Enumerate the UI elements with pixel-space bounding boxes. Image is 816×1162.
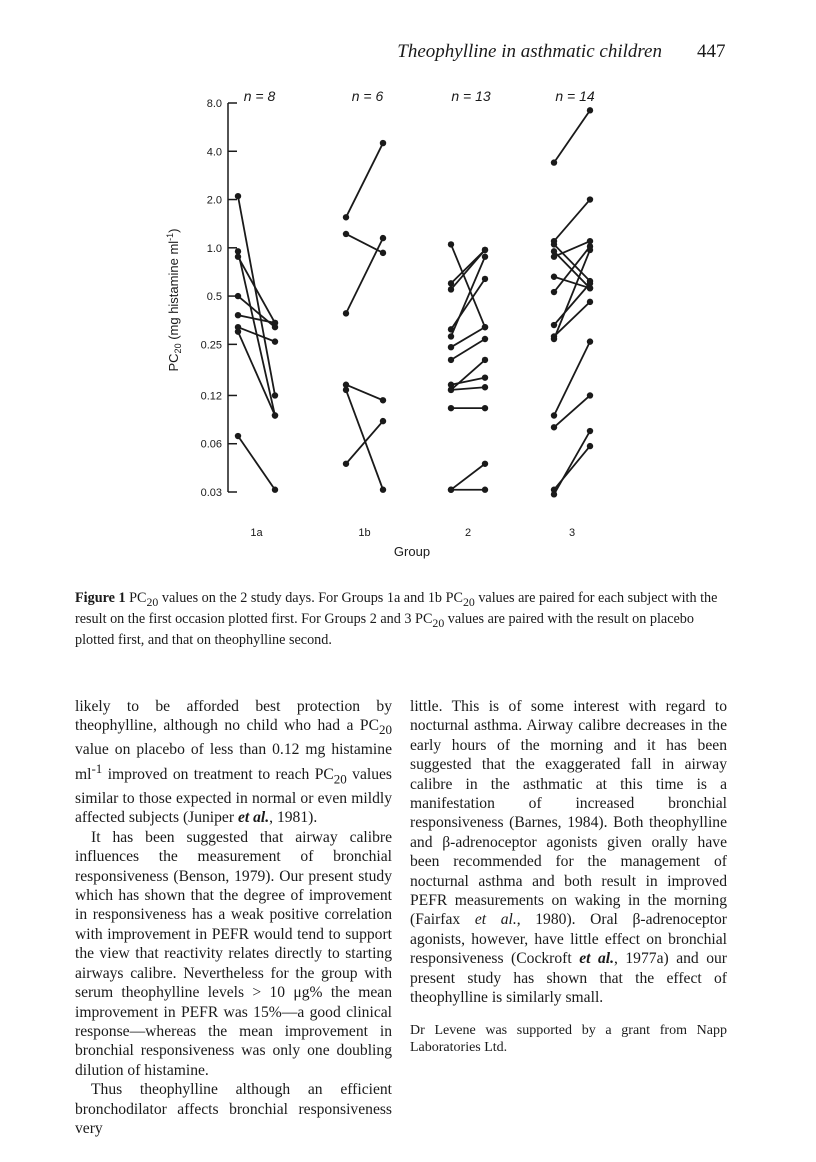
- first-point: [551, 274, 557, 280]
- first-point: [448, 387, 454, 393]
- y-axis: [201, 98, 237, 499]
- first-point: [343, 461, 349, 467]
- second-point: [380, 397, 386, 403]
- y-tick-label: 0.25: [200, 339, 222, 352]
- first-point: [343, 214, 349, 220]
- pair-line: [451, 360, 485, 390]
- group-n-label: n = 13: [451, 88, 491, 104]
- second-point: [587, 196, 593, 202]
- caption-label: Figure 1: [75, 590, 126, 606]
- second-point: [482, 357, 488, 363]
- pair-line: [554, 431, 590, 494]
- pair-line: [346, 238, 383, 313]
- first-point: [551, 289, 557, 295]
- second-point: [272, 392, 278, 398]
- first-point: [343, 387, 349, 393]
- pair-line: [554, 110, 590, 162]
- first-point: [448, 241, 454, 247]
- x-axis-title: Group: [393, 544, 431, 559]
- second-point: [587, 428, 593, 434]
- pair-line: [451, 464, 485, 490]
- y-tick-label: 0.03: [200, 487, 222, 499]
- y-tick-label: 8.0: [206, 98, 222, 110]
- second-point: [482, 384, 488, 390]
- body-column-left: [75, 697, 392, 1138]
- pair-line: [238, 315, 275, 323]
- second-point: [587, 280, 593, 286]
- first-point: [235, 328, 241, 334]
- first-point: [448, 357, 454, 363]
- pair-line: [451, 378, 485, 385]
- second-point: [482, 487, 488, 493]
- first-point: [448, 286, 454, 292]
- first-point: [235, 293, 241, 299]
- acknowledgement: Dr Levene was supported by a grant from Napp Laboratories Ltd.: [410, 1022, 727, 1055]
- group-3-pairs: [551, 107, 593, 497]
- y-tick-label: 0.12: [200, 390, 222, 403]
- pair-line: [346, 385, 383, 401]
- pair-line: [346, 143, 383, 217]
- paragraph: little. This is of some interest with regard to nocturnal asthma. Airway calibre decreases in the early hours of the morning and it has been suggested that the exaggerated fall in airway calibre in the asthmatic at this time is a manifestation of increased bronchial responsiveness (Barnes, 1984). Both theophylline and β-adrenoceptor agonists given orally have been recommended for the management of nocturnal asthma and both result in improved PEFR measurements on waking in the morning (Fairfax et al., 1980). Oral β-adrenoceptor agonists, however, have little effect on bronchial responsiveness (Cockroft et al., 1977a) and our present study has shown that the effect of theophylline is similarly small.: [410, 698, 728, 1007]
- group-n-label: n = 8: [243, 88, 276, 104]
- second-point: [272, 487, 278, 493]
- second-point: [482, 247, 488, 253]
- first-point: [551, 491, 557, 497]
- pair-line: [554, 200, 590, 242]
- pair-line: [554, 342, 590, 416]
- group-n-label: n = 6: [351, 88, 384, 104]
- first-point: [235, 312, 241, 318]
- group-1b-pairs: [343, 140, 386, 493]
- first-point: [551, 254, 557, 260]
- first-point: [235, 433, 241, 439]
- paragraph: Thus theophylline although an efficient bronchodilator affects bronchial responsiveness very: [75, 1081, 392, 1137]
- first-point: [343, 310, 349, 316]
- group-2-pairs: [448, 241, 488, 493]
- pair-line: [451, 339, 485, 360]
- second-point: [380, 140, 386, 146]
- pair-line: [238, 196, 275, 395]
- second-point: [482, 461, 488, 467]
- group-label-1b: 1b: [358, 527, 371, 539]
- second-point: [272, 412, 278, 418]
- first-point: [448, 344, 454, 350]
- pair-line: [554, 395, 590, 427]
- group-label-1a: 1a: [250, 527, 263, 539]
- first-point: [551, 336, 557, 342]
- group-1a-pairs: [235, 193, 278, 493]
- pair-line: [554, 246, 590, 292]
- first-point: [448, 333, 454, 339]
- body-column-right: [410, 697, 727, 1056]
- figure-1-chart: [0, 0, 816, 580]
- group-label-3: 3: [568, 527, 576, 539]
- second-point: [380, 487, 386, 493]
- paragraph: likely to be afforded best protection by theophylline, although no child who had a $PC_{20}$ value on placebo of less than 0.12 mg histamine $ml^{-1}$ improved on treatment to reach $PC_{20}$ values similar to those expected in normal or even mildly affected subjects (Juniper et al., 1981).: [75, 698, 392, 827]
- pair-line: [238, 257, 275, 323]
- y-tick-label: 1.0: [206, 242, 222, 255]
- first-point: [448, 405, 454, 411]
- first-point: [343, 231, 349, 237]
- page-number: 447: [697, 41, 726, 62]
- first-point: [551, 424, 557, 430]
- paired-data: [235, 107, 593, 497]
- y-tick-label: 2.0: [206, 194, 222, 207]
- pair-line: [238, 436, 275, 490]
- first-point: [551, 322, 557, 328]
- second-point: [587, 338, 593, 344]
- second-point: [482, 324, 488, 330]
- group-label-2: 2: [464, 527, 472, 539]
- group-n-label: n = 14: [555, 88, 595, 104]
- second-point: [587, 392, 593, 398]
- first-point: [551, 412, 557, 418]
- first-point: [551, 241, 557, 247]
- pair-line: [346, 390, 383, 490]
- second-point: [380, 418, 386, 424]
- second-point: [272, 338, 278, 344]
- paragraph: It has been suggested that airway calibre influences the measurement of bronchial responsiveness (Benson, 1979). Our present study which has shown that the degree of improvement in responsiveness has a weak positive correlation with improvement in PEFR would tend to support the view that reactivity relates directly to starting airways calibre. Nevertheless for the group with serum theophylline levels > 10 μg% the mean improvement in PEFR was 15%—a good clinical response—whereas the mean improvement in bronchial responsiveness was only one doubling dilution of histamine.: [75, 828, 392, 1079]
- y-tick-label: 0.5: [206, 291, 222, 304]
- second-point: [587, 247, 593, 253]
- y-tick-label: 0.06: [200, 438, 222, 451]
- second-point: [587, 443, 593, 449]
- second-point: [482, 254, 488, 260]
- first-point: [448, 487, 454, 493]
- figure-caption: Figure 1 $PC_{20}$ values on the 2 study days. For Groups 1a and 1b $PC_{20}$ values are paired for each subject with the result on the first occasion plotted first. For Groups 2 and 3 $PC_{20}$ values are paired with the result on placebo plotted first, and that on theophylline second.: [75, 590, 718, 648]
- second-point: [587, 299, 593, 305]
- first-point: [235, 193, 241, 199]
- pair-line: [238, 327, 275, 341]
- second-point: [482, 336, 488, 342]
- pair-line: [451, 327, 485, 347]
- second-point: [272, 320, 278, 326]
- pair-line: [346, 421, 383, 464]
- second-point: [587, 107, 593, 113]
- y-axis-title: $PC_{20}$ (mg histamine $ml^{-1}$): [165, 228, 183, 372]
- group-labels: [244, 88, 595, 539]
- pair-line: [238, 332, 275, 416]
- y-tick-label: 4.0: [206, 146, 222, 159]
- second-point: [380, 250, 386, 256]
- first-point: [551, 159, 557, 165]
- pair-line: [451, 387, 485, 390]
- first-point: [235, 254, 241, 260]
- second-point: [482, 374, 488, 380]
- running-title: Theophylline in asthmatic children: [397, 41, 662, 62]
- second-point: [482, 405, 488, 411]
- second-point: [380, 235, 386, 241]
- second-point: [482, 276, 488, 282]
